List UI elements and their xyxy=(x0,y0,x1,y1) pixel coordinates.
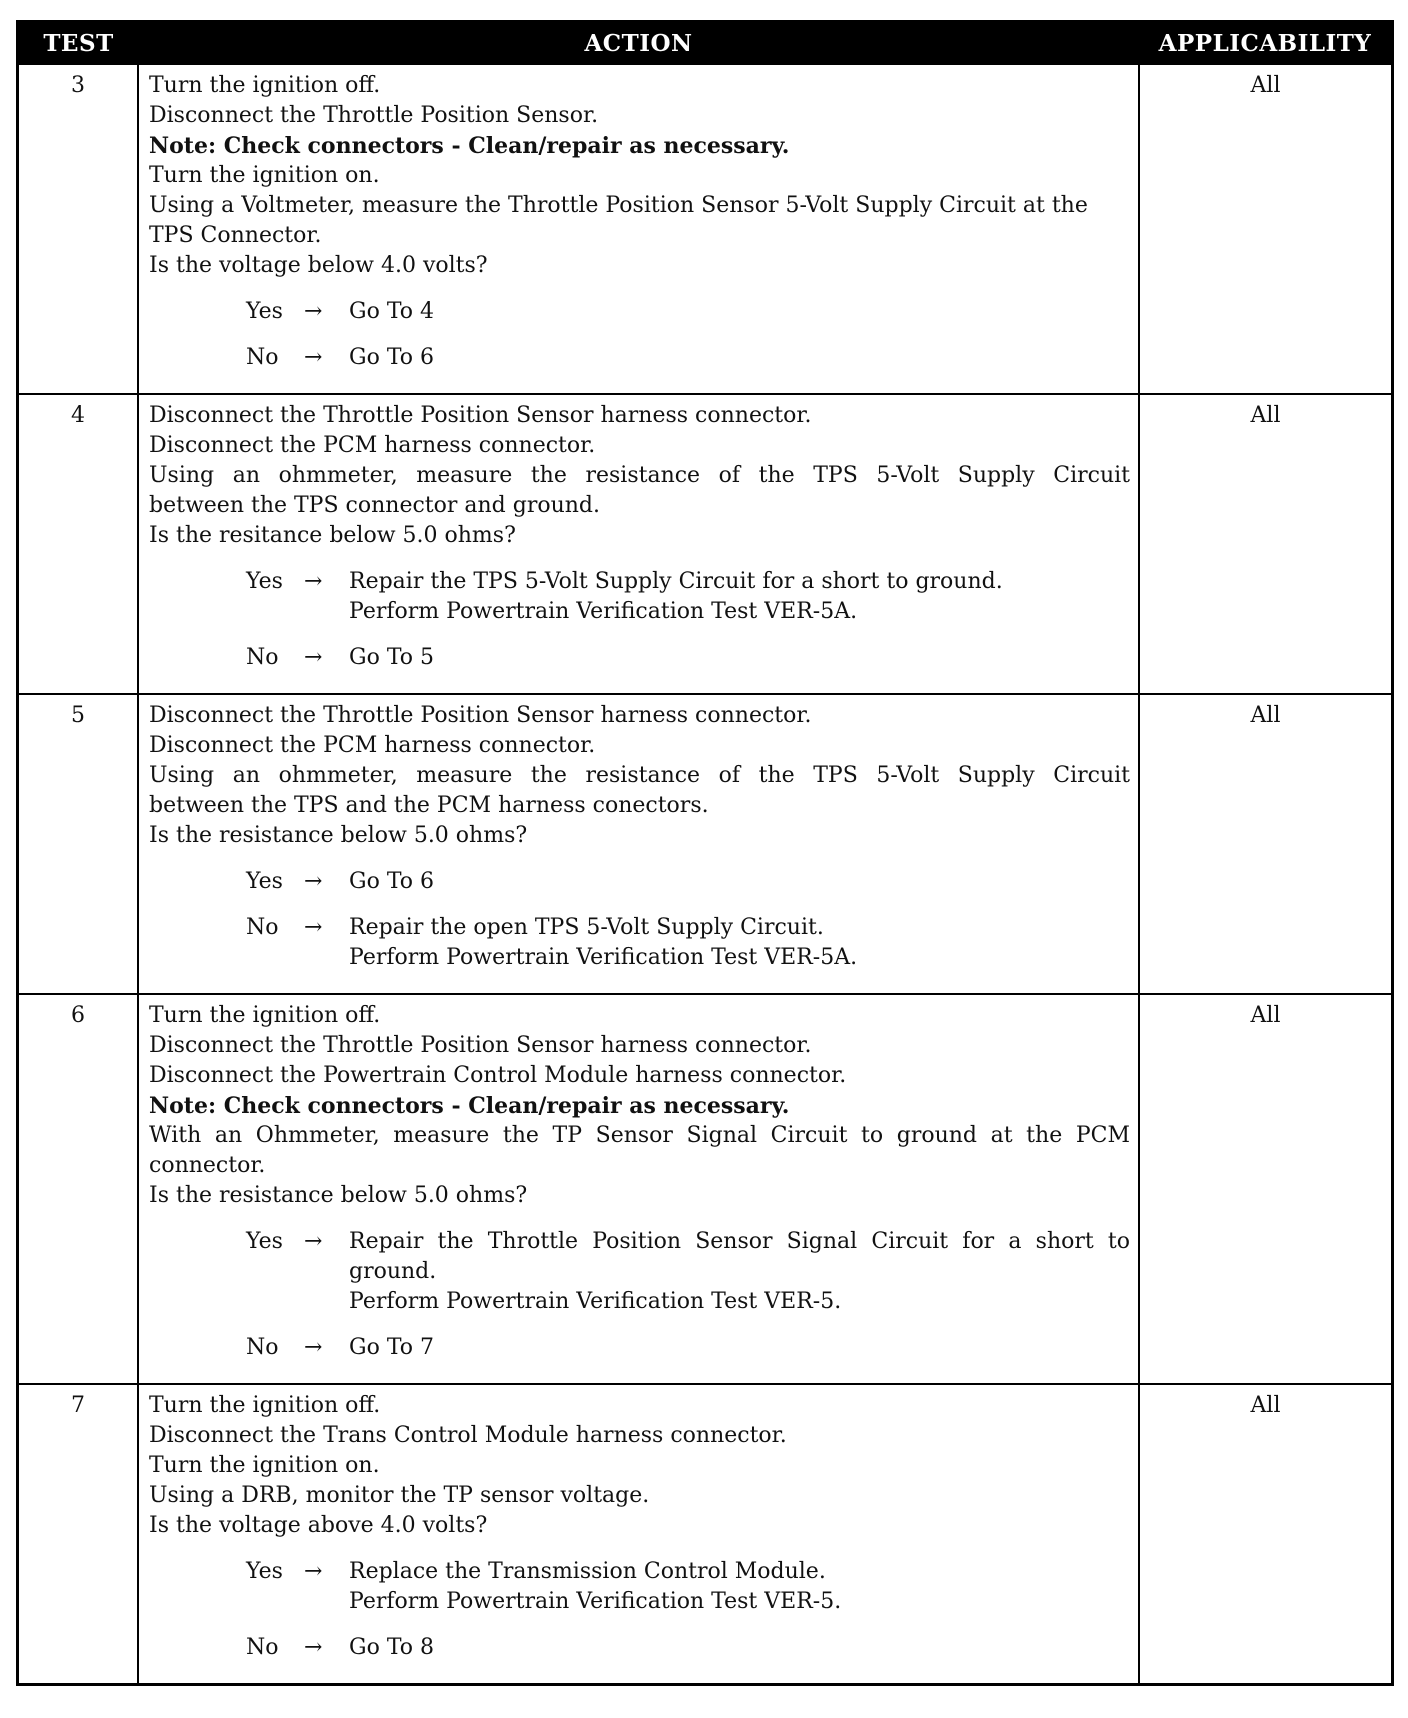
action-line: Disconnect the Throttle Position Sensor. xyxy=(149,103,599,128)
applicability-cell: All xyxy=(1139,394,1393,694)
header-applicability: APPLICABILITY xyxy=(1139,22,1393,65)
question-line: Is the voltage above 4.0 volts? xyxy=(149,1513,488,1538)
result-line: Repair the open TPS 5-Volt Supply Circuit. xyxy=(349,915,824,940)
outcome-result xyxy=(349,1633,1130,1663)
result-line: ground. xyxy=(349,1259,437,1284)
arrow-icon: → xyxy=(304,1635,323,1660)
note-line: Note: Check connectors - Clean/repair as necessary. xyxy=(149,133,790,159)
note-line: Note: Check connectors - Clean/repair as necessary. xyxy=(149,1093,790,1119)
action-line: Disconnect the PCM harness connector. xyxy=(149,733,596,758)
arrow-icon: → xyxy=(304,1559,323,1584)
action-line: Disconnect the Throttle Position Sensor harness connector. xyxy=(149,1033,812,1058)
test-number: 3 xyxy=(18,64,139,394)
question-line: Is the resitance below 5.0 ohms? xyxy=(149,523,516,548)
answer-label: No xyxy=(246,345,279,370)
action-cell xyxy=(138,394,1139,694)
applicability-cell: All xyxy=(1139,1384,1393,1684)
outcome-result xyxy=(349,297,1130,327)
result-line: Go To 4 xyxy=(349,299,435,324)
action-line: Disconnect the PCM harness connector. xyxy=(149,433,596,458)
outcome-result xyxy=(349,567,1130,627)
result-line: Go To 8 xyxy=(349,1635,435,1660)
answer-label: No xyxy=(246,645,279,670)
action-line: Turn the ignition off. xyxy=(149,1003,381,1028)
result-line: Perform Powertrain Verification Test VER-5. xyxy=(349,1589,842,1614)
test-number: 6 xyxy=(18,994,139,1384)
answer-label: No xyxy=(246,915,279,940)
test-number: 4 xyxy=(18,394,139,694)
answer-label: Yes xyxy=(246,299,283,324)
outcome-result xyxy=(349,1333,1130,1363)
answer-label: Yes xyxy=(246,1229,283,1254)
arrow-icon: → xyxy=(304,645,323,670)
action-line: Turn the ignition on. xyxy=(149,163,380,188)
outcome-result xyxy=(349,643,1130,673)
question-line: Is the resistance below 5.0 ohms? xyxy=(149,823,528,848)
result-line: Repair the TPS 5-Volt Supply Circuit for a short to ground. xyxy=(349,569,1003,594)
result-line: Perform Powertrain Verification Test VER-5A. xyxy=(349,945,858,970)
outcome-yes xyxy=(246,867,1130,897)
action-line: connector. xyxy=(149,1153,266,1178)
result-line: Go To 6 xyxy=(349,869,435,894)
outcome-no xyxy=(246,1633,1130,1663)
action-line: Disconnect the Powertrain Control Module harness connector. xyxy=(149,1063,847,1088)
outcome-no xyxy=(246,1333,1130,1363)
test-row-6 xyxy=(18,994,1393,1384)
result-line: Go To 6 xyxy=(349,345,435,370)
action-line: Turn the ignition on. xyxy=(149,1453,380,1478)
answer-label: Yes xyxy=(246,1559,283,1584)
action-line: TPS Connector. xyxy=(149,223,322,248)
outcome-yes xyxy=(246,567,1130,627)
outcome-no xyxy=(246,643,1130,673)
applicability-cell: All xyxy=(1139,64,1393,394)
outcome-no xyxy=(246,343,1130,373)
test-row-3 xyxy=(18,64,1393,394)
outcome-yes xyxy=(246,1557,1130,1617)
action-cell xyxy=(138,1384,1139,1684)
result-line: Perform Powertrain Verification Test VER-5A. xyxy=(349,599,858,624)
arrow-icon: → xyxy=(304,869,323,894)
arrow-icon: → xyxy=(304,1229,323,1254)
outcome-result xyxy=(349,913,1130,973)
action-line: Disconnect the Throttle Position Sensor harness connector. xyxy=(149,703,812,728)
action-line: Using a DRB, monitor the TP sensor voltage. xyxy=(149,1483,650,1508)
diagnostic-table xyxy=(16,20,1394,1686)
answer-label: Yes xyxy=(246,569,283,594)
action-line: between the TPS and the PCM harness conectors. xyxy=(149,793,709,818)
test-row-7 xyxy=(18,1384,1393,1684)
answer-label: Yes xyxy=(246,869,283,894)
action-line: Disconnect the Trans Control Module harness connector. xyxy=(149,1423,787,1448)
answer-label: No xyxy=(246,1635,279,1660)
outcome-result xyxy=(349,1227,1130,1317)
action-cell xyxy=(138,694,1139,994)
action-cell xyxy=(138,994,1139,1384)
action-line: Turn the ignition off. xyxy=(149,73,381,98)
arrow-icon: → xyxy=(304,1335,323,1360)
result-line: Go To 7 xyxy=(349,1335,435,1360)
header-action: ACTION xyxy=(138,22,1139,65)
action-cell xyxy=(138,64,1139,394)
applicability-cell: All xyxy=(1139,694,1393,994)
outcome-result xyxy=(349,343,1130,373)
arrow-icon: → xyxy=(304,569,323,594)
test-number: 7 xyxy=(18,1384,139,1684)
action-line: With an Ohmmeter, measure the TP Sensor Signal Circuit to ground at the PCM xyxy=(149,1123,1130,1148)
result-line: Repair the Throttle Position Sensor Signal Circuit for a short to xyxy=(349,1229,1130,1254)
action-line: Using an ohmmeter, measure the resistance of the TPS 5-Volt Supply Circuit xyxy=(149,463,1130,488)
applicability-cell: All xyxy=(1139,994,1393,1384)
action-line: between the TPS connector and ground. xyxy=(149,493,600,518)
test-number: 5 xyxy=(18,694,139,994)
outcome-yes xyxy=(246,297,1130,327)
test-row-5 xyxy=(18,694,1393,994)
outcome-no xyxy=(246,913,1130,973)
action-line: Disconnect the Throttle Position Sensor harness connector. xyxy=(149,403,812,428)
test-row-4 xyxy=(18,394,1393,694)
result-line: Go To 5 xyxy=(349,645,435,670)
result-line: Perform Powertrain Verification Test VER-5. xyxy=(349,1289,842,1314)
outcome-result xyxy=(349,867,1130,897)
outcome-yes xyxy=(246,1227,1130,1317)
arrow-icon: → xyxy=(304,299,323,324)
action-line: Using an ohmmeter, measure the resistance of the TPS 5-Volt Supply Circuit xyxy=(149,763,1130,788)
header-row xyxy=(18,22,1393,65)
question-line: Is the voltage below 4.0 volts? xyxy=(149,253,488,278)
header-test: TEST xyxy=(18,22,139,65)
action-line: Turn the ignition off. xyxy=(149,1393,381,1418)
outcome-result xyxy=(349,1557,1130,1617)
arrow-icon: → xyxy=(304,345,323,370)
action-line: Using a Voltmeter, measure the Throttle Position Sensor 5-Volt Supply Circuit at the xyxy=(149,193,1088,218)
question-line: Is the resistance below 5.0 ohms? xyxy=(149,1183,528,1208)
result-line: Replace the Transmission Control Module. xyxy=(349,1559,826,1584)
answer-label: No xyxy=(246,1335,279,1360)
arrow-icon: → xyxy=(304,915,323,940)
